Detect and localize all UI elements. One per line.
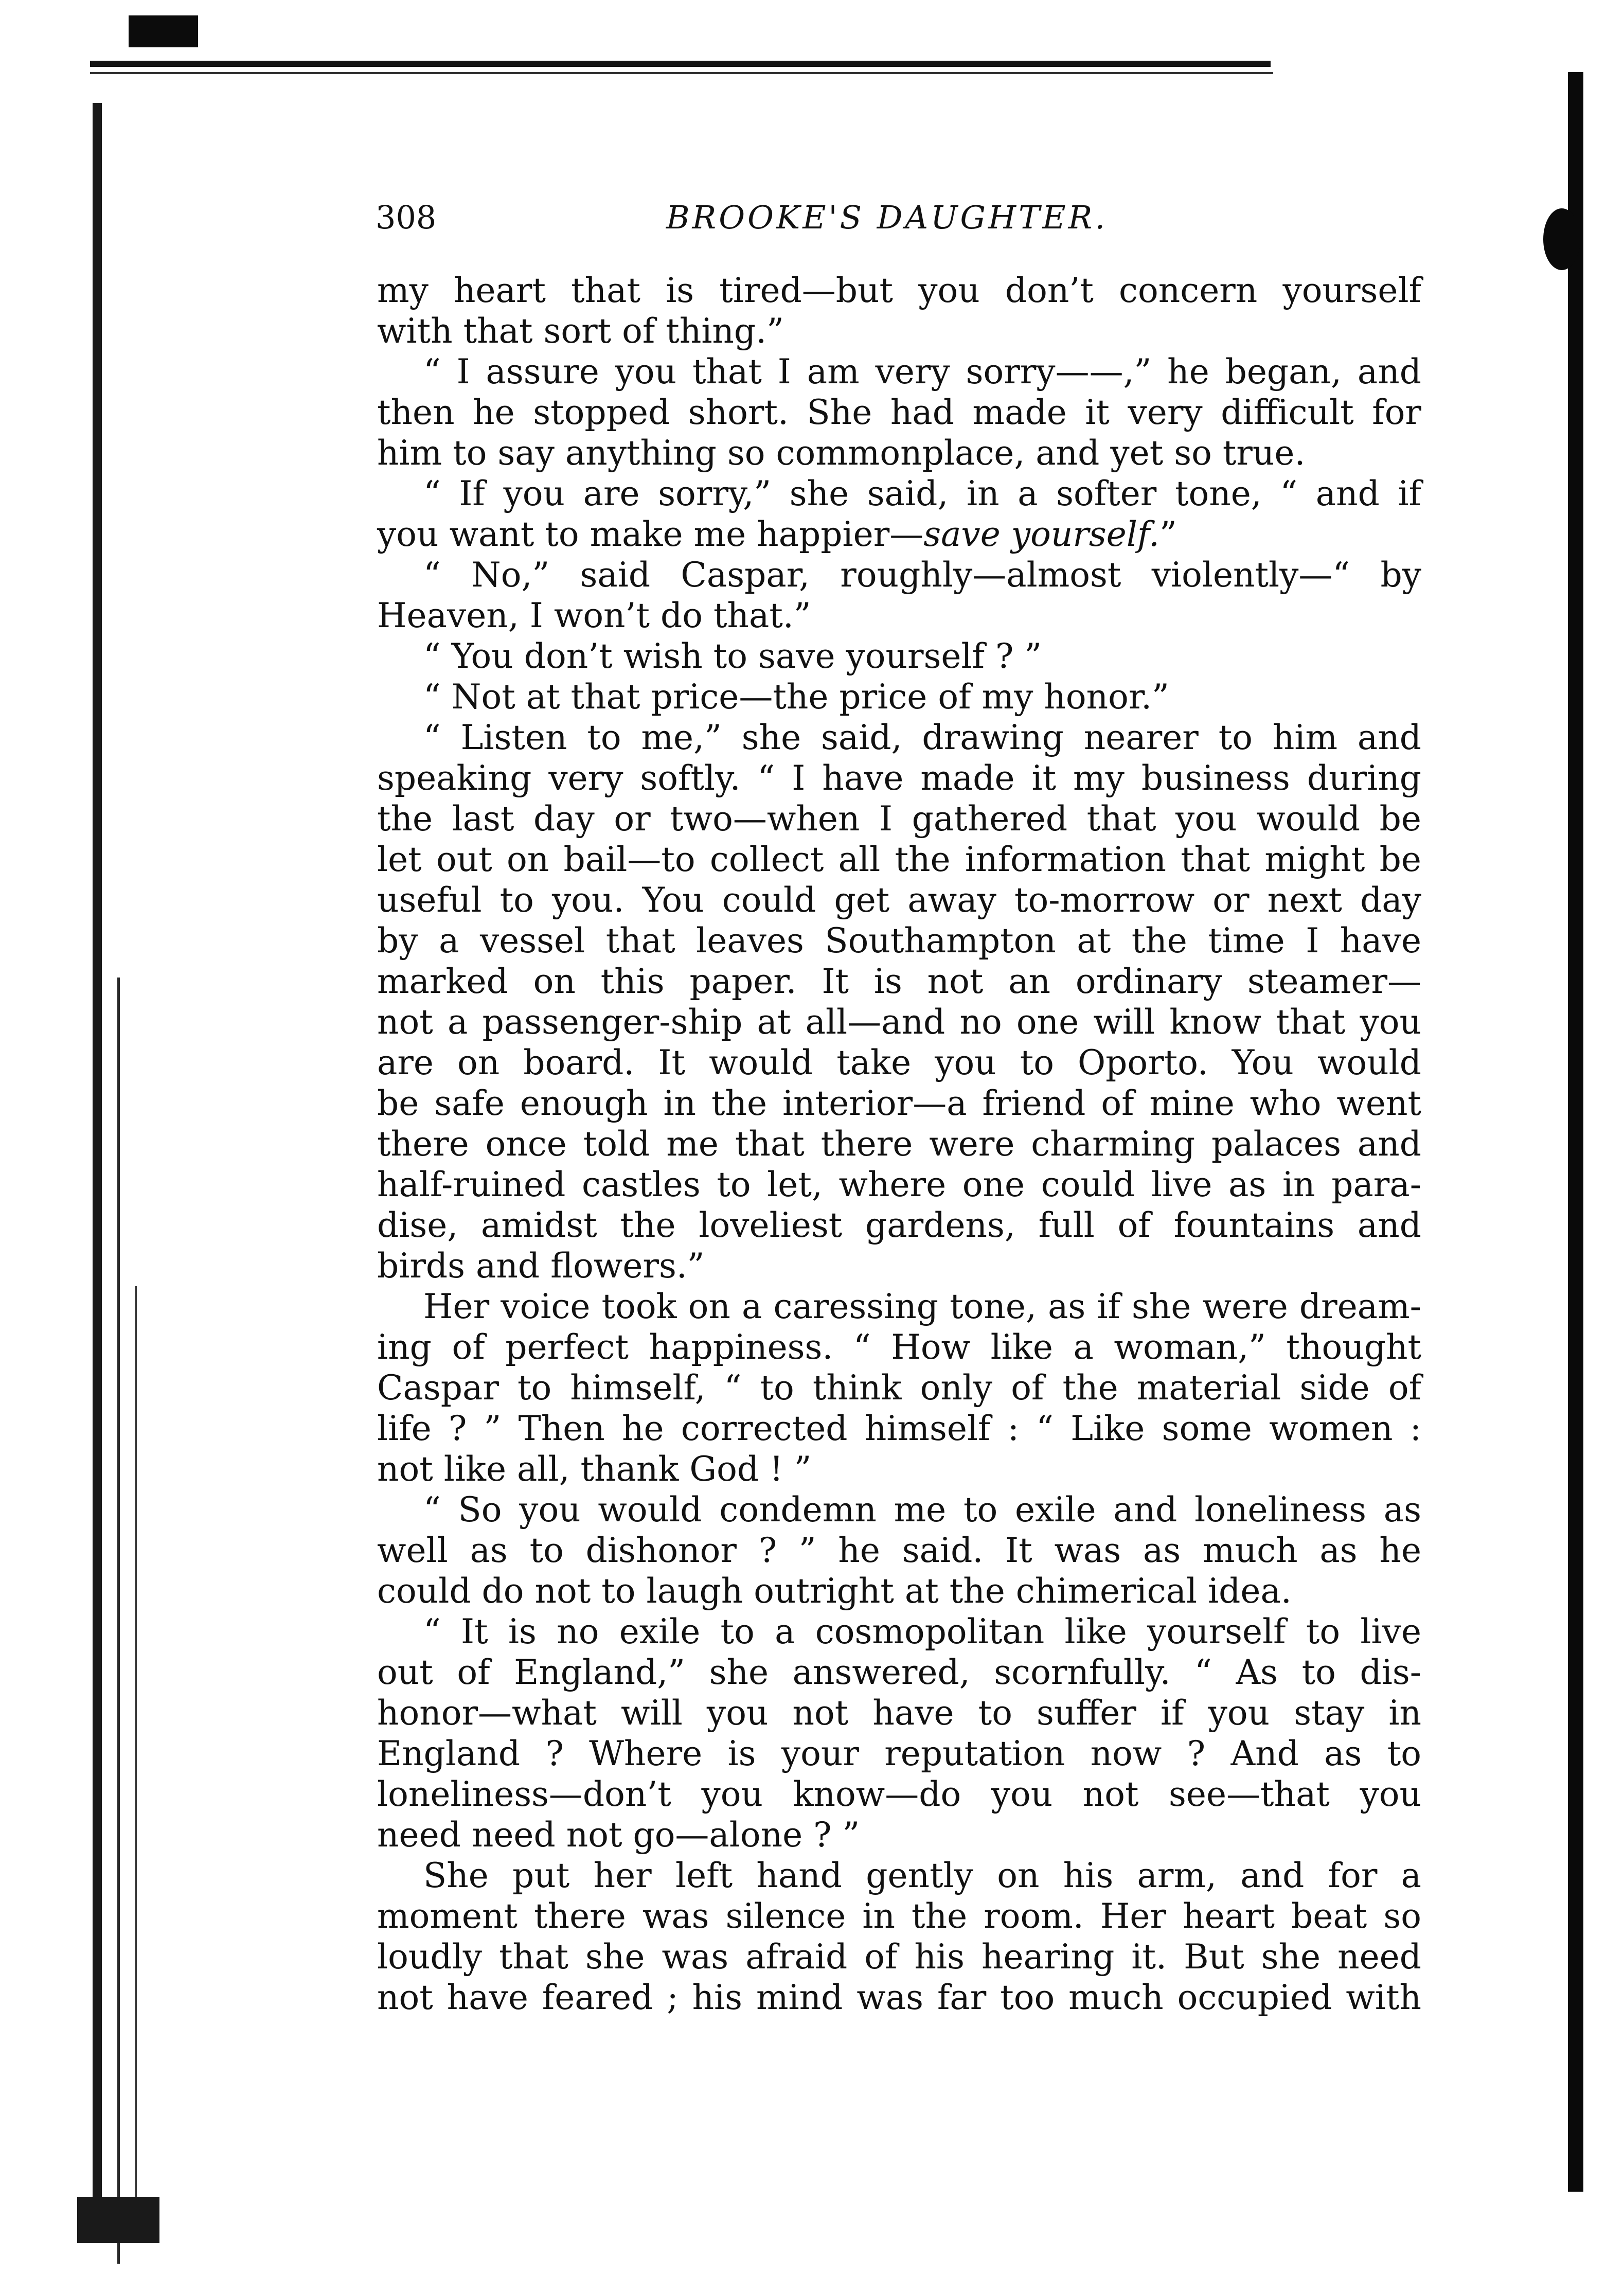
text-line: half-ruined castles to let, where one could live as in para- bbox=[377, 1165, 1421, 1204]
left-page-edge-line bbox=[135, 1286, 137, 2238]
text-line: there once told me that there were charming palaces and bbox=[377, 1124, 1421, 1164]
text-line: speaking very softly. “ I have made it my business during bbox=[377, 758, 1421, 798]
text-line: England ? Where is your reputation now ? And as to bbox=[377, 1734, 1421, 1773]
text-line: honor—what will you not have to suffer if you stay in bbox=[377, 1693, 1421, 1733]
text-line: need need not go—alone ? ” bbox=[377, 1815, 860, 1855]
right-page-edge bbox=[1568, 72, 1583, 2192]
text-line: out of England,” she answered, scornfully. “ As to dis- bbox=[377, 1653, 1421, 1692]
emphasis: save yourself. bbox=[923, 514, 1159, 554]
text-line bbox=[377, 514, 1421, 555]
text-line: loudly that she was afraid of his hearing it. But she need bbox=[377, 1937, 1421, 1977]
text-line: by a vessel that leaves Southampton at the time I have bbox=[377, 921, 1421, 961]
text-line: “ You don’t wish to save yourself ? ” bbox=[423, 636, 1042, 676]
text-line: loneliness—don’t you know—do you not see—that you bbox=[377, 1774, 1421, 1814]
scan-artifact-blot bbox=[1543, 208, 1580, 270]
text-line: “ If you are sorry,” she said, in a softer tone, “ and if bbox=[423, 474, 1421, 513]
text-line: “ Listen to me,” she said, drawing nearer to him and bbox=[423, 718, 1421, 757]
text-line: “ It is no exile to a cosmopolitan like yourself to live bbox=[423, 1612, 1421, 1651]
text-line: useful to you. You could get away to-morrow or next day bbox=[377, 880, 1421, 920]
text-line: then he stopped short. She had made it very difficult for bbox=[377, 393, 1421, 432]
text-line: not have feared ; his mind was far too much occupied with bbox=[377, 1978, 1421, 2017]
text-line: life ? ” Then he corrected himself : “ Like some women : bbox=[377, 1409, 1421, 1448]
text-line: well as to dishonor ? ” he said. It was as much as he bbox=[377, 1531, 1421, 1570]
scan-artifact-corner bbox=[129, 15, 198, 47]
page-header bbox=[376, 189, 1425, 246]
text-line: ing of perfect happiness. “ How like a woman,” thought bbox=[377, 1327, 1421, 1367]
scan-artifact-bottom bbox=[77, 2197, 159, 2243]
text-line: “ I assure you that I am very sorry——,” he began, and bbox=[423, 352, 1421, 392]
text-run: you want to make me happier— bbox=[377, 514, 924, 554]
left-page-edge-line bbox=[117, 978, 120, 2264]
page-number: 308 bbox=[376, 199, 437, 236]
text-line: Heaven, I won’t do that.” bbox=[377, 596, 811, 635]
text-line: “ So you would condemn me to exile and loneliness as bbox=[423, 1490, 1421, 1530]
text-line: marked on this paper. It is not an ordinary steamer— bbox=[377, 962, 1421, 1001]
text-line: let out on bail—to collect all the information that might be bbox=[377, 840, 1421, 879]
running-title: BROOKE'S DAUGHTER. bbox=[666, 199, 1108, 236]
text-line: “ Not at that price—the price of my honor.” bbox=[423, 677, 1169, 717]
text-line: with that sort of thing.” bbox=[377, 311, 784, 351]
top-border-rule bbox=[90, 61, 1271, 67]
text-line: be safe enough in the interior—a friend of mine who went bbox=[377, 1083, 1421, 1123]
text-line: not a passenger-ship at all—and no one will know that you bbox=[377, 1002, 1421, 1042]
left-page-edge bbox=[93, 103, 102, 2212]
text-line: She put her left hand gently on his arm, and for a bbox=[423, 1856, 1421, 1895]
text-line: him to say anything so commonplace, and yet so true. bbox=[377, 433, 1306, 473]
text-line: Caspar to himself, “ to think only of the material side of bbox=[377, 1368, 1421, 1408]
text-line: “ No,” said Caspar, roughly—almost violently—“ by bbox=[423, 555, 1421, 595]
text-line: birds and flowers.” bbox=[377, 1246, 705, 1286]
text-line: dise, amidst the loveliest gardens, full of fountains and bbox=[377, 1205, 1421, 1245]
text-run: ” bbox=[1159, 514, 1177, 554]
text-line: moment there was silence in the room. Her heart beat so bbox=[377, 1896, 1421, 1936]
text-line: the last day or two—when I gathered that you would be bbox=[377, 799, 1421, 839]
top-border-thin-rule bbox=[90, 72, 1273, 74]
body-text bbox=[377, 270, 1421, 2018]
text-line: my heart that is tired—but you don’t concern yourself bbox=[377, 271, 1421, 310]
text-line: not like all, thank God ! ” bbox=[377, 1449, 812, 1489]
text-line: are on board. It would take you to Oporto. You would bbox=[377, 1043, 1421, 1082]
text-line: Her voice took on a caressing tone, as if she were dream- bbox=[423, 1287, 1421, 1326]
text-line: could do not to laugh outright at the chimerical idea. bbox=[377, 1571, 1292, 1611]
